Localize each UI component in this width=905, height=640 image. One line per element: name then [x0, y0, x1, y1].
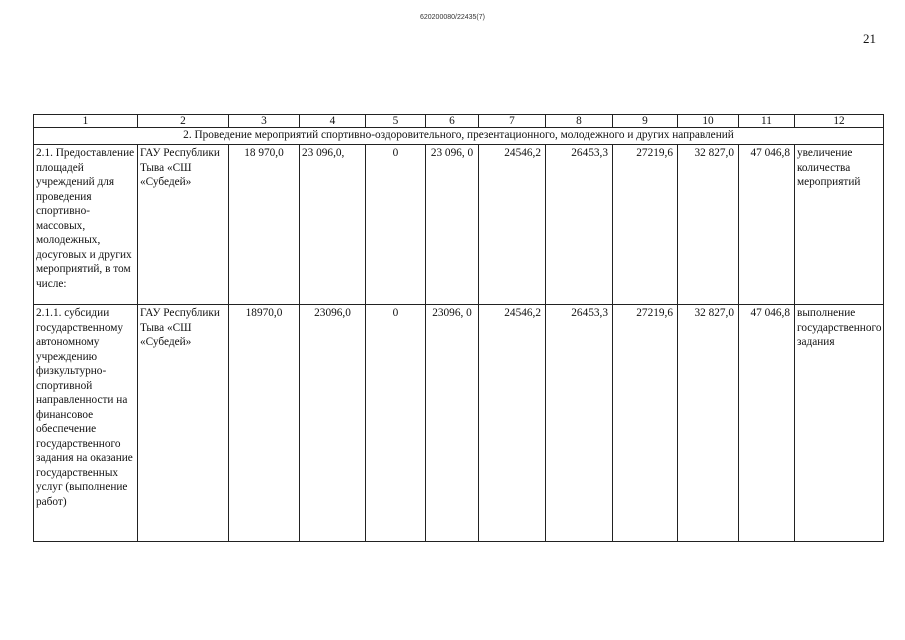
table-cell: 26453,3: [546, 305, 613, 542]
column-number: 1: [34, 115, 138, 128]
item-description: 2.1.1. субсидии государственному автономному учреждению физкультурно-спортивной направленности на финансовое обеспечение государственного задания на оказание государственных услуг (выполнение работ): [34, 305, 138, 542]
column-number-row: [34, 115, 884, 128]
budget-table: [33, 114, 884, 542]
table-cell: 32 827,0: [678, 145, 739, 305]
column-number: 11: [739, 115, 795, 128]
table-cell: 23096, 0: [426, 305, 479, 542]
column-number: 6: [426, 115, 479, 128]
table-cell: 18 970,0: [229, 145, 300, 305]
table-cell: 47 046,8: [739, 305, 795, 542]
table-cell: 24546,2: [479, 145, 546, 305]
table-cell: 18970,0: [229, 305, 300, 542]
table-cell: 23 096, 0: [426, 145, 479, 305]
item-executor: ГАУ Республики Тыва «СШ «Субедей»: [138, 305, 229, 542]
item-executor: ГАУ Республики Тыва «СШ «Субедей»: [138, 145, 229, 305]
table-cell: 26453,3: [546, 145, 613, 305]
item-result: увеличение количества мероприятий: [795, 145, 884, 305]
table-cell: 23096,0: [300, 305, 366, 542]
item-result: выполнение государственного задания: [795, 305, 884, 542]
column-number: 9: [613, 115, 678, 128]
table-cell: 47 046,8: [739, 145, 795, 305]
document-id: 620200080/22435(7): [419, 14, 485, 21]
column-number: 4: [300, 115, 366, 128]
table-cell: 0: [366, 305, 426, 542]
table-row: [34, 305, 884, 542]
table-cell: 0: [366, 145, 426, 305]
column-number: 3: [229, 115, 300, 128]
column-number: 5: [366, 115, 426, 128]
column-number: 7: [479, 115, 546, 128]
column-number: 12: [795, 115, 884, 128]
table-cell: 23 096,0,: [300, 145, 366, 305]
table-cell: 32 827,0: [678, 305, 739, 542]
table-cell: 27219,6: [613, 305, 678, 542]
page-number: 21: [863, 31, 876, 46]
table-cell: 24546,2: [479, 305, 546, 542]
column-number: 8: [546, 115, 613, 128]
section-title: 2. Проведение мероприятий спортивно-оздоровительного, презентационного, молодежного и других направлений: [34, 128, 884, 145]
section-row: [34, 128, 884, 145]
table-row: [34, 145, 884, 305]
column-number: 2: [138, 115, 229, 128]
item-description: 2.1. Предоставление площадей учреждений для проведения спортивно-массовых, молодежных, досуговых и других мероприятий, в том числе:: [34, 145, 138, 305]
table-cell: 27219,6: [613, 145, 678, 305]
column-number: 10: [678, 115, 739, 128]
